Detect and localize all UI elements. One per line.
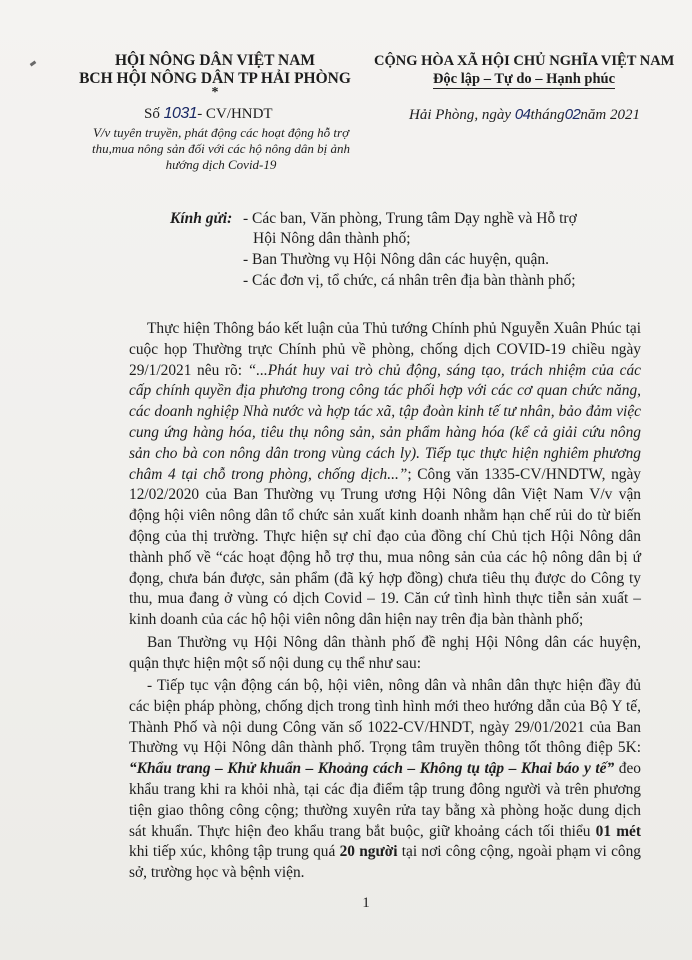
p1-continuation: ; Công văn 1335-CV/HNDTW, ngày 12/02/2020 của Ban Thường vụ Trung ương Hội Nông dân Việt Nam V/v vận động hội viên nông dân tổ chức sản xuất kinh doanh nhằm hạn chế rủi do từ biến động của thị trường. Thực hiện sự chỉ đạo của đồng chí Chủ tịch Hội Nông dân thành phố về “các hoạt động hỗ trợ thu, mua nông sản của các hộ nông dân bị ứ đọng, chưa bán được, sản phẩm (đã ký hợp đồng) chưa tiêu thụ được do Công ty thu, mua đang ở vùng có dịch Covid – 19. Căn cứ tình hình thực tiễn sản xuất – kinh doanh của các hộ hội viên nông dân hiện nay trên địa bàn thành phố; [129, 465, 641, 629]
doc-no-prefix: Số [144, 106, 164, 122]
p3-ending: tại nơi công cộng, ngoài phạm vi công sở, trường học và bệnh viện. [129, 843, 641, 882]
recipient-item: - Ban Thường vụ Hội Nông dân các huyện, quận. [243, 251, 550, 268]
date-day-handwritten: 04 [514, 106, 531, 123]
nation-motto [374, 71, 674, 88]
org-name: HỘI NÔNG DÂN VIỆT NAM [114, 52, 316, 69]
body-paragraph-1 [129, 319, 641, 631]
motto-text: Độc lập – Tự do – Hạnh phúc [432, 71, 616, 87]
body-paragraph-3 [129, 676, 641, 884]
p3-intro: - Tiếp tục vận động cán bộ, hội viên, nông dân và nhân dân thực hiện đầy đủ các biện pháp phòng, chống dịch trong tình hình mới theo hướng dẫn của Bộ Y tế, Thành Phố và nội dung Công văn số 1022-CV/HNDT, ngày 29/01/2021 của Ban Thường vụ Hội Nông dân thành phố. Trọng tâm truyền thông tốt thông điệp 5K: [129, 677, 641, 757]
place-date [409, 106, 640, 124]
p2-text: Ban Thường vụ Hội Nông dân thành phố đề nghị Hội Nông dân các huyện, quận thực hiện một số nội dung cụ thể như sau: [129, 634, 641, 672]
recipients-label: Kính gửi: [170, 210, 233, 227]
recipient-item: - Các ban, Văn phòng, Trung tâm Dạy nghề và Hỗ trợ [243, 210, 577, 227]
document-number [144, 105, 273, 123]
subject-line-1: V/v tuyên truyền, phát động các hoạt động hỗ trợ [92, 125, 350, 140]
date-mid: tháng [530, 107, 565, 123]
recipient-item: - Các đơn vị, tổ chức, cá nhân trên địa bàn thành phố; [243, 272, 576, 289]
p3-5k-message: “Khẩu trang – Khử khuẩn – Khoảng cách – Không tụ tập – Khai báo y tế” [129, 760, 615, 778]
subject-line-3: hướng dịch Covid-19 [165, 157, 277, 172]
p3-distance: 01 mét [595, 822, 641, 840]
p1-quote: “...Phát huy vai trò chủ động, sáng tạo, trách nhiệm của các cấp chính quyền địa phương trong công tác phối hợp với các cơ quan chức năng, các doanh nghiệp Nhà nước và hợp tác xã, tập đoàn kinh tế tư nhân, bảo đảm việc cung ứng hàng hóa, tiêu thụ nông sản, sản phẩm hàng hóa (kể cả giải cứu nông sản cho bà con nông dân trong vùng cách ly). Tiếp tục thực hiện nghiêm phương châm 4 tại chỗ trong phòng, chống dịch...” [129, 361, 641, 483]
page-number: 1 [362, 895, 370, 911]
date-suffix: năm 2021 [580, 107, 640, 123]
date-month-handwritten: 02 [564, 106, 581, 123]
subject-line-2: thu,mua nông sản đối với các hộ nông dân bị ảnh [92, 141, 350, 156]
p3-people-limit: 20 người [339, 843, 398, 861]
p1-intro: Thực hiện Thông báo kết luận của Thủ tướng Chính phủ Nguyễn Xuân Phúc tại cuộc họp Thường trực Chính phủ về phòng, chống dịch COVID-19 chiều ngày 29/1/2021 nêu rõ: [129, 320, 641, 379]
org-sub-name: BCH HỘI NÔNG DÂN TP HẢI PHÒNG [79, 70, 351, 87]
p3-continuation: đeo khẩu trang khi ra khỏi nhà, tại các địa điểm tập trung đông người và trên phương tiện giao thông công cộng; thường xuyên rửa tay bằng xà phòng hoặc dung dịch sát khuẩn. Thực hiện đeo khẩu trang bắt buộc, giữ khoảng cách tối thiểu [129, 760, 641, 840]
recipient-item: Hội Nông dân thành phố; [253, 230, 411, 247]
body-paragraph-2 [129, 633, 641, 675]
p3-continuation-2: khi tiếp xúc, không tập trung quá [129, 843, 340, 861]
date-prefix: Hải Phòng, ngày [409, 107, 515, 123]
doc-no-handwritten: 1031 [163, 105, 198, 122]
org-star: * [211, 85, 219, 100]
staple-mark [30, 61, 37, 67]
doc-no-suffix: - CV/HNDT [197, 106, 273, 122]
nation-title: CỘNG HÒA XÃ HỘI CHỦ NGHĨA VIỆT NAM [374, 53, 675, 69]
